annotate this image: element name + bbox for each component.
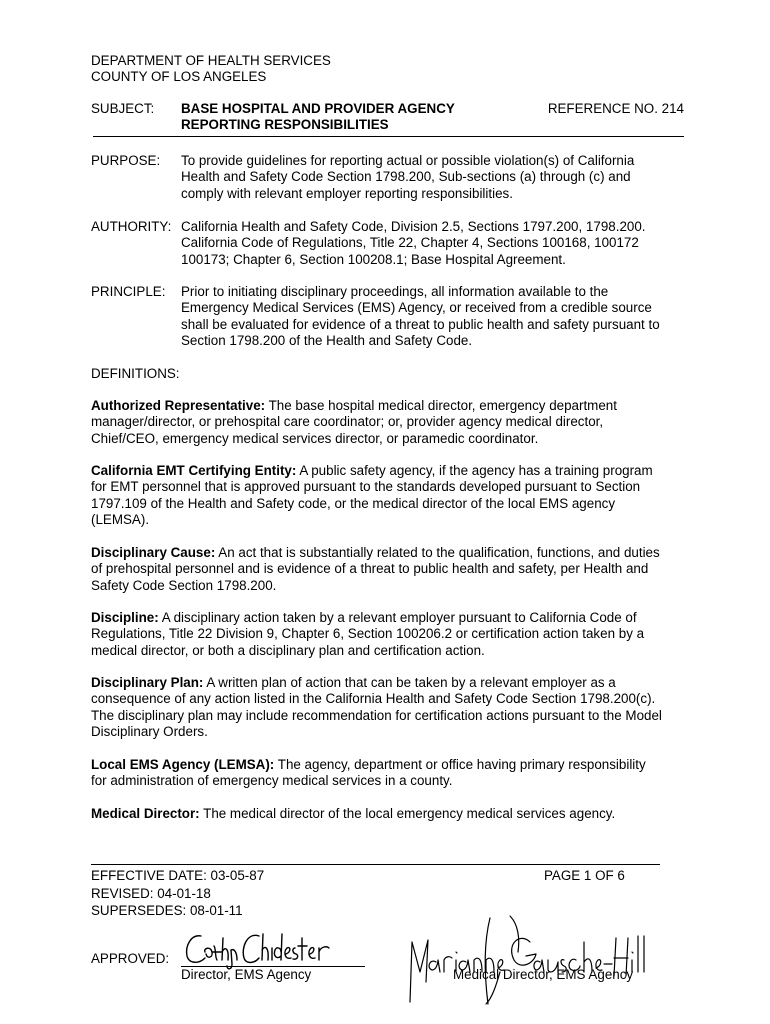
principle-line: Prior to initiating disciplinary proceedings, all information available to the	[181, 284, 609, 299]
definition-text: consequence of any action listed in the California Health and Safety Code Section 1798.200(c).	[91, 691, 656, 707]
subject-title	[181, 101, 455, 134]
definition-term: Medical Director:	[91, 806, 200, 821]
authority-line: California Code of Regulations, Title 22, Chapter 4, Sections 100168, 100172	[181, 235, 639, 251]
definition-term: Disciplinary Plan:	[91, 675, 204, 690]
purpose-body	[181, 153, 684, 202]
footer-divider	[91, 864, 660, 865]
definition-text: Safety Code Section 1798.200.	[91, 577, 277, 593]
definition-text: A public safety agency, if the agency has a training program	[296, 463, 653, 478]
definitions-heading: DEFINITIONS:	[91, 366, 180, 381]
definition-disciplinary-cause	[91, 545, 691, 594]
header-divider	[93, 136, 684, 137]
principle-line: Section 1798.200 of the Health and Safety Code.	[181, 333, 473, 349]
definition-text: The disciplinary plan may include recommendation for certification actions pursuant to the Model	[91, 707, 662, 723]
definition-text: Regulations, Title 22 Division 9, Chapter 6, Section 100206.2 or certification action taken by a	[91, 626, 645, 642]
definition-text: for administration of emergency medical services in a county.	[91, 773, 453, 789]
definition-text: 1797.109 of the Health and Safety code, or the medical director of the local EMS agency	[91, 495, 616, 511]
definition-discipline	[91, 610, 691, 659]
principle-body	[181, 284, 684, 350]
reference-number: REFERENCE NO. 214	[547, 101, 684, 116]
medical-director-role: Medical Director, EMS Agency	[453, 967, 634, 982]
subject-title-line: BASE HOSPITAL AND PROVIDER AGENCY	[181, 101, 455, 116]
authority-line: 100173; Chapter 6, Section 100208.1; Base Hospital Agreement.	[181, 251, 566, 267]
approved-label: APPROVED:	[91, 951, 170, 966]
county-name: COUNTY OF LOS ANGELES	[91, 69, 267, 85]
definition-text: The base hospital medical director, emergency department	[265, 398, 617, 413]
principle-label: PRINCIPLE:	[91, 284, 166, 299]
authority-body	[181, 219, 684, 268]
purpose-line: To provide guidelines for reporting actual or possible violation(s) of California	[181, 153, 635, 168]
definition-text: of prehospital personnel and is evidence of a threat to public health and safety, per Health and	[91, 561, 649, 577]
authority-label: AUTHORITY:	[91, 219, 172, 234]
purpose-label: PURPOSE:	[91, 153, 161, 168]
department-name: DEPARTMENT OF HEALTH SERVICES	[91, 53, 331, 68]
department-header	[91, 53, 331, 86]
medical-director-signature	[400, 912, 650, 1007]
definition-text: (LEMSA).	[91, 512, 150, 528]
definition-text: Chief/CEO, emergency medical services director, or paramedic coordinator.	[91, 430, 539, 446]
definition-california-emt-certifying-entity	[91, 463, 691, 529]
definition-term: California EMT Certifying Entity:	[91, 463, 297, 478]
principle-line: Emergency Medical Services (EMS) Agency, or received from a credible source	[181, 300, 652, 316]
definition-medical-director	[91, 806, 691, 822]
definition-disciplinary-plan	[91, 675, 691, 741]
definition-text: for EMT personnel that is approved pursuant to the standards developed pursuant to Section	[91, 479, 641, 495]
director-signature	[181, 926, 341, 970]
definition-term: Discipline:	[91, 610, 159, 625]
effective-date: EFFECTIVE DATE: 03-05-87	[91, 868, 265, 883]
definition-text: medical director, or both a disciplinary plan and certification action.	[91, 642, 485, 658]
page-number: PAGE 1 OF 6	[544, 868, 625, 883]
revised-date: REVISED: 04-01-18	[91, 885, 211, 901]
definition-text: An act that is substantially related to the qualification, functions, and duties	[215, 545, 660, 560]
definition-authorized-representative	[91, 398, 691, 447]
purpose-line: Health and Safety Code Section 1798.200, Sub-sections (a) through (c) and	[181, 169, 631, 185]
footer-dates	[91, 868, 264, 921]
director-role: Director, EMS Agency	[181, 967, 312, 982]
purpose-line: comply with relevant employer reporting responsibilities.	[181, 185, 513, 201]
definition-text: A disciplinary action taken by a relevant employer pursuant to California Code of	[158, 610, 637, 625]
subject-label: SUBJECT:	[91, 101, 155, 116]
subject-title-line: REPORTING RESPONSIBILITIES	[181, 117, 389, 133]
definition-term: Local EMS Agency (LEMSA):	[91, 757, 275, 772]
definition-term: Authorized Representative:	[91, 398, 266, 413]
authority-line: California Health and Safety Code, Division 2.5, Sections 1797.200, 1798.200.	[181, 219, 646, 234]
definition-text: The medical director of the local emergency medical services agency.	[199, 806, 616, 821]
definition-text: Disciplinary Orders.	[91, 724, 208, 740]
definition-text: A written plan of action that can be taken by a relevant employer as a	[203, 675, 616, 690]
supersedes-date: SUPERSEDES: 08-01-11	[91, 903, 243, 918]
definition-local-ems-agency	[91, 757, 691, 790]
definition-term: Disciplinary Cause:	[91, 545, 216, 560]
definition-text: The agency, department or office having primary responsibility	[274, 757, 646, 772]
principle-line: shall be evaluated for evidence of a threat to public health and safety pursuant to	[181, 316, 660, 332]
definition-text: manager/director, or prehospital care coordinator; or, provider agency medical director,	[91, 414, 604, 430]
